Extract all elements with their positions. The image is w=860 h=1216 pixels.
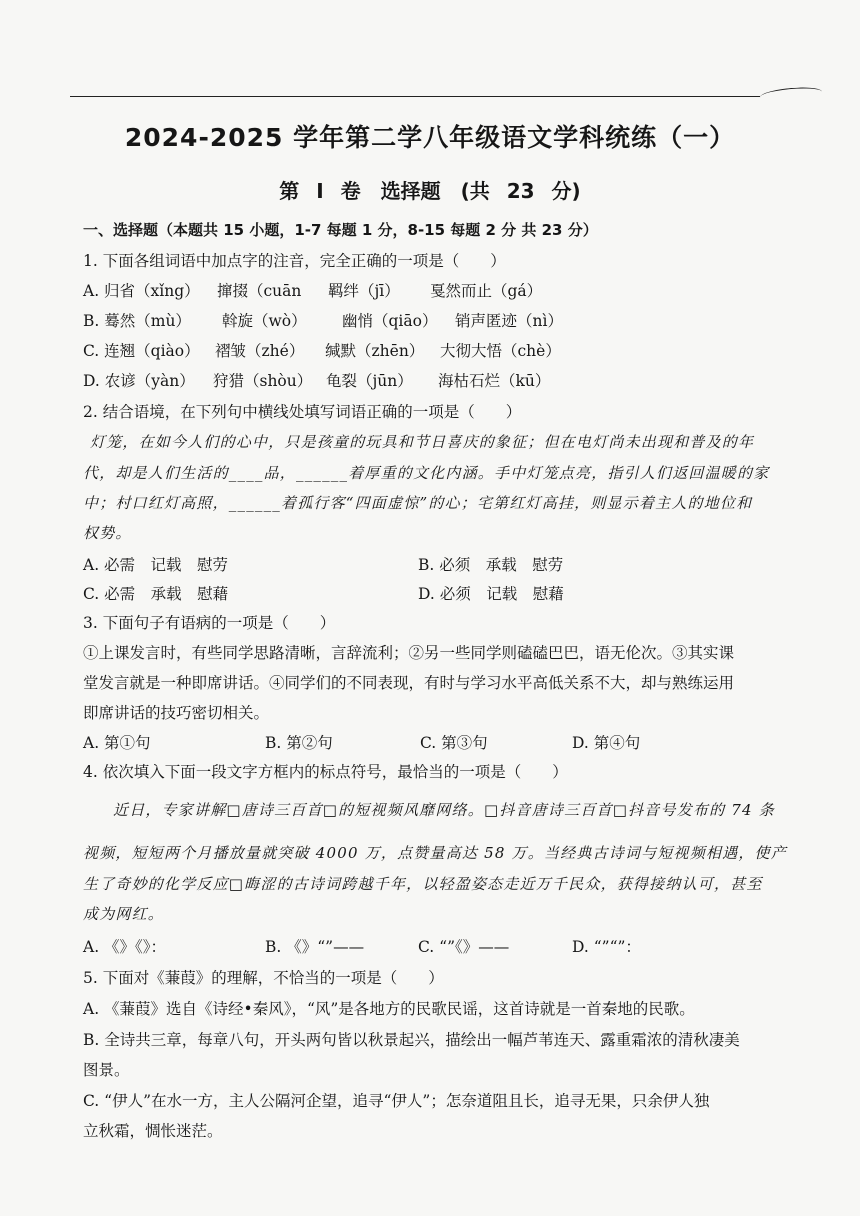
q2-passage-line: 灯笼，在如今人们的心中，只是孩童的玩具和节日喜庆的象征；但在电灯尚未出现和普及的年	[90, 433, 755, 451]
q4-option-a: A. 《》《》：	[83, 938, 167, 956]
section1-heading: 一、选择题（本题共 15 小题，1-7 每题 1 分，8-15 每题 2 分 共 23 分）	[83, 221, 598, 239]
q5-option-c-cont: 立秋霜，惆怅迷茫。	[83, 1122, 223, 1140]
q1-d-word1: D. 农谚（yàn）	[83, 372, 195, 390]
q1-c-word4: 大彻大悟（chè）	[440, 342, 561, 360]
top-rule	[70, 96, 760, 97]
q5-option-b: B. 全诗共三章，每章八句，开头两句皆以秋景起兴，描绘出一幅芦苇连天、露重霜浓的清秋凄美	[83, 1031, 740, 1049]
q1-a-word4: 戛然而止（gá）	[430, 282, 543, 300]
q3-option-a: A. 第①句	[83, 734, 151, 752]
q3-text-line: 堂发言就是一种即席讲话。④同学们的不同表现，有时与学习水平高低关系不大，却与熟练运用	[83, 674, 735, 692]
q1-d-word2: 狩猎（shòu）	[213, 372, 313, 390]
q4-passage-line: 生了奇妙的化学反应□晦涩的古诗词跨越千年，以轻盈姿态走近万千民众，获得接纳认可，甚至	[83, 875, 763, 893]
q5-option-b-cont: 图景。	[83, 1061, 130, 1079]
q2-passage-line: 权势。	[83, 524, 132, 542]
q1-b-word2: 斡旋（wò）	[222, 312, 307, 330]
exam-title: 2024-2025 学年第二学八年级语文学科统练（一）	[124, 123, 736, 152]
q1-d-word3: 龟裂（jūn）	[326, 372, 413, 390]
q2-option-c: C. 必需 承载 慰藉	[83, 585, 229, 603]
q4-passage-line: 视频，短短两个月播放量就突破 4000 万，点赞量高达 58 万。当经典古诗词与短视频相遇，使产	[83, 844, 787, 862]
q3-text-line: ①上课发言时，有些同学思路清晰，言辞流利；②另一些同学则磕磕巴巴，语无伦次。③其实课	[83, 644, 735, 662]
q4-option-d: D. “”“”：	[572, 938, 641, 956]
q5-option-a: A. 《蒹葭》选自《诗经•秦风》，“风”是各地方的民歌民谣，这首诗就是一首秦地的民歌。	[83, 1000, 695, 1018]
q2-passage-line: 代，却是人们生活的____品，______着厚重的文化内涵。手中灯笼点亮，指引人们返回温暖的家	[83, 464, 770, 482]
q1-b-word3: 幽悄（qiāo）	[342, 312, 438, 330]
q3-option-b: B. 第②句	[265, 734, 333, 752]
q3-option-d: D. 第④句	[572, 734, 641, 752]
q3-stem: 3. 下面句子有语病的一项是（ ）	[83, 614, 336, 632]
q2-option-a: A. 必需 记载 慰劳	[83, 556, 229, 574]
top-rule-curl	[760, 86, 823, 102]
q2-passage-line: 中；村口红灯高照，______着孤行客“四面虚惊”的心；宅第红灯高挂，则显示着主人的地位和	[83, 494, 753, 512]
q4-passage-line: 成为网红。	[83, 905, 165, 923]
q2-option-d: D. 必须 记载 慰藉	[418, 585, 564, 603]
section-title: 第 I 卷 选择题 (共 23 分)	[279, 179, 581, 203]
q1-c-word1: C. 连翘（qiào）	[83, 342, 200, 360]
q2-option-b: B. 必须 承载 慰劳	[418, 556, 564, 574]
q1-b-word1: B. 蓦然（mù）	[83, 312, 191, 330]
q1-c-word3: 缄默（zhēn）	[325, 342, 425, 360]
q3-text-line: 即席讲话的技巧密切相关。	[83, 704, 270, 722]
q1-d-word4: 海枯石烂（kū）	[438, 372, 551, 390]
q1-c-word2: 褶皱（zhé）	[215, 342, 305, 360]
q5-option-c: C. “伊人”在水一方，主人公隔河企望，追寻“伊人”；怎奈道阻且长，追寻无果，只余伊人独	[83, 1092, 710, 1110]
q4-passage-line: 近日，专家讲解□唐诗三百首□的短视频风靡网络。□抖音唐诗三百首□抖音号发布的 74 条	[113, 801, 775, 819]
q4-option-c: C. “”《》——	[418, 938, 510, 956]
q5-stem: 5. 下面对《蒹葭》的理解，不恰当的一项是（ ）	[83, 969, 444, 987]
q3-option-c: C. 第③句	[420, 734, 488, 752]
q1-a-word2: 撺掇（cuān	[217, 282, 302, 300]
q4-option-b: B. 《》“”——	[265, 938, 365, 956]
q1-stem: 1. 下面各组词语中加点字的注音，完全正确的一项是（ ）	[83, 252, 506, 270]
q4-stem: 4. 依次填入下面一段文字方框内的标点符号，最恰当的一项是（ ）	[83, 763, 568, 781]
q1-a-word3: 羁绊（jī）	[328, 282, 400, 300]
q2-stem: 2. 结合语境，在下列句中横线处填写词语正确的一项是（ ）	[83, 403, 522, 421]
q1-b-word4: 销声匿迹（nì）	[455, 312, 563, 330]
q1-a-word1: A. 归省（xǐng）	[83, 282, 200, 300]
